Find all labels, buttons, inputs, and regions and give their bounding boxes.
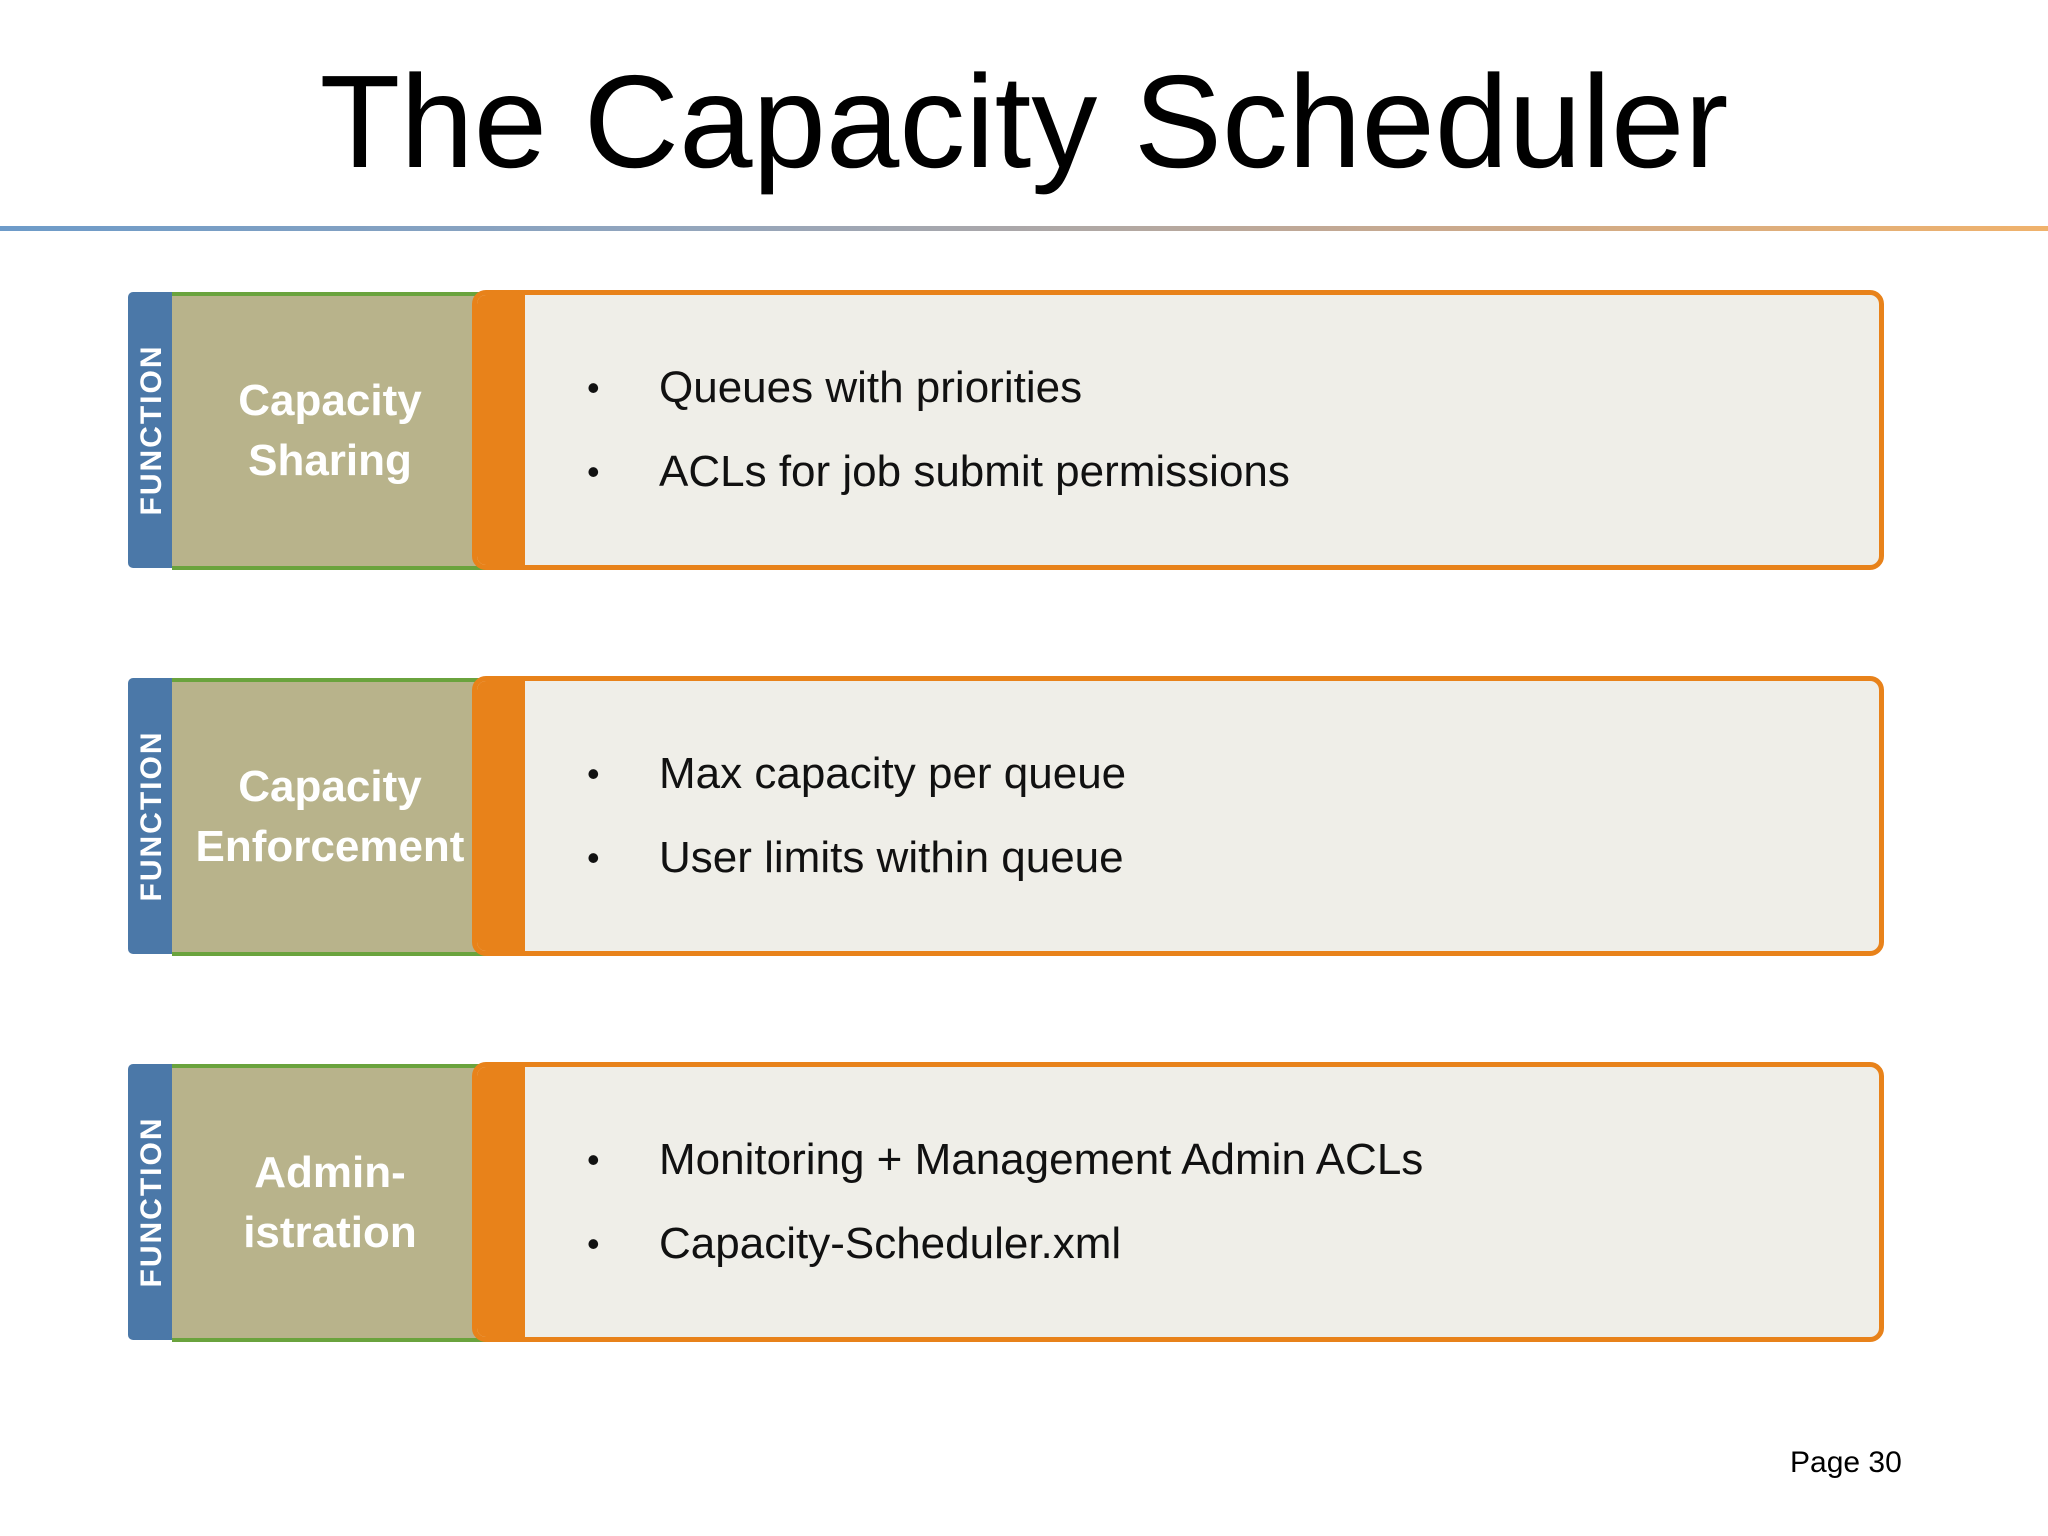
bullet-dot-icon: • [587,367,600,408]
bullet-dot-icon: • [587,451,600,492]
function-label-line: Enforcement [195,822,465,871]
bullet-text: ACLs for job submit permissions [659,447,1290,496]
bullet-text: User limits within queue [659,833,1124,882]
bullet-dot-icon: • [587,753,600,794]
accent-band [477,1067,525,1337]
function-tab-label: FUNCTION [135,344,168,516]
bullet-item [587,744,1859,804]
function-content-box [472,1062,1884,1342]
function-row-administration [0,1062,2048,1342]
bullet-dot-icon: • [587,1223,600,1264]
function-content-box [472,290,1884,570]
bullet-text: Capacity-Scheduler.xml [659,1219,1122,1268]
function-label-line: Capacity [238,376,422,425]
bullet-item [587,442,1859,502]
function-label-box [172,678,488,956]
title-divider [0,226,2048,231]
bullet-text: Queues with priorities [659,363,1083,412]
function-row-capacity-sharing [0,290,2048,570]
bullet-text: Monitoring + Management Admin ACLs [659,1135,1424,1184]
bullet-dot-icon: • [587,837,600,878]
function-label-line: Sharing [248,436,412,485]
function-tab [128,678,176,954]
function-label-line: istration [243,1208,417,1257]
function-tab [128,1064,176,1340]
bullet-list [587,1067,1859,1337]
function-label-box [172,292,488,570]
accent-band [477,681,525,951]
function-tab [128,292,176,568]
function-label-box [172,1064,488,1342]
bullet-item [587,828,1859,888]
bullet-item [587,358,1859,418]
function-content-box [472,676,1884,956]
slide-title: The Capacity Scheduler [319,48,1729,195]
bullet-item [587,1130,1859,1190]
function-label-line: Admin- [254,1148,406,1197]
function-row-capacity-enforcement [0,676,2048,956]
function-tab-label: FUNCTION [135,1116,168,1288]
bullet-item [587,1214,1859,1274]
page-number: Page 30 [1790,1446,1902,1479]
function-label-line: Capacity [238,762,422,811]
bullet-text: Max capacity per queue [659,749,1127,798]
function-tab-label: FUNCTION [135,730,168,902]
accent-band [477,295,525,565]
bullet-dot-icon: • [587,1139,600,1180]
bullet-list [587,681,1859,951]
bullet-list [587,295,1859,565]
